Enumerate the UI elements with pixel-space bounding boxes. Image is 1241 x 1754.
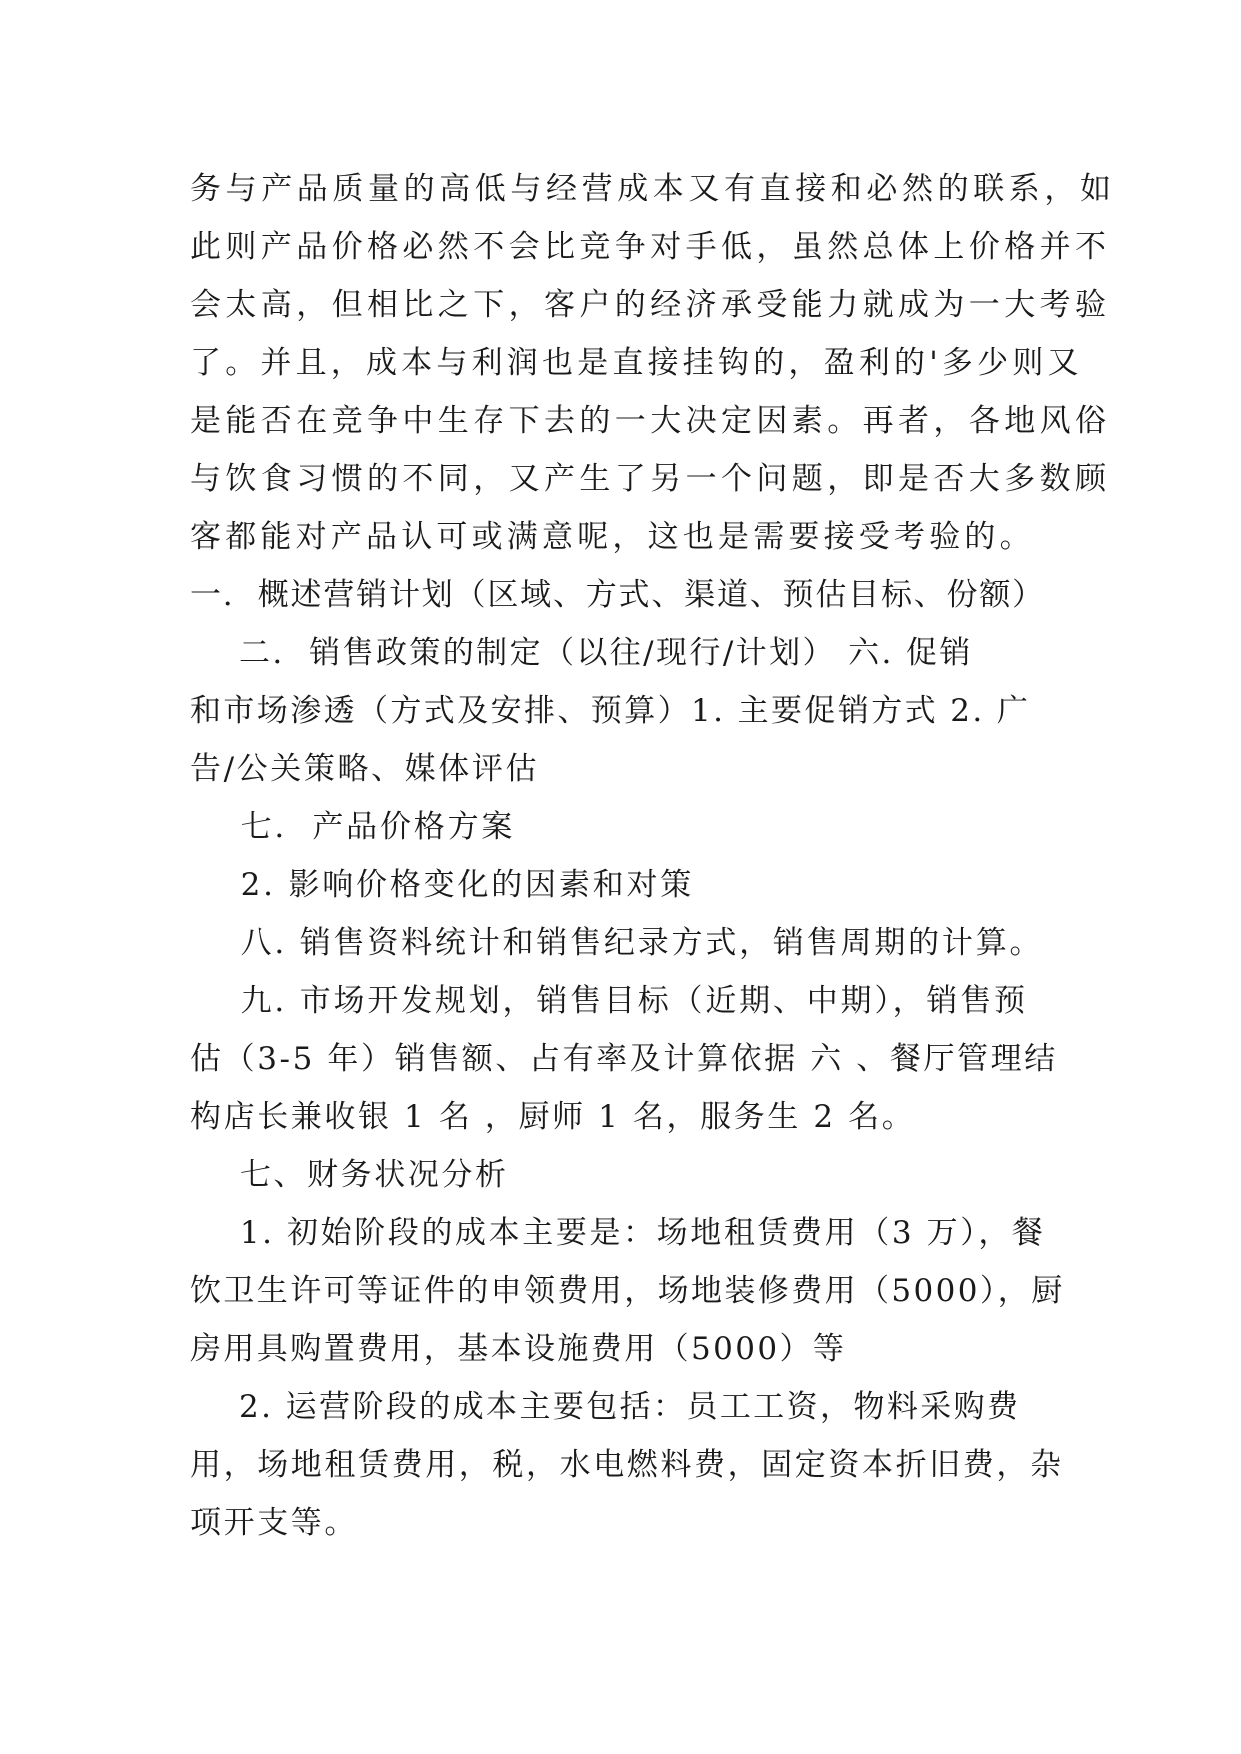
section-heading: 七. 产品价格方案 <box>190 809 516 845</box>
text-line: 此则产品价格必然不会比竞争对手低，虽然总体上价格并不 <box>190 229 1111 265</box>
document-body <box>190 160 1116 1552</box>
text-line: 八. 销售资料统计和销售纪录方式，销售周期的计算。 <box>190 925 1044 961</box>
text-line: 项开支等。 <box>190 1505 358 1541</box>
text-line: 1. 初始阶段的成本主要是：场地租赁费用（3 万），餐 <box>190 1215 1046 1251</box>
text-line: 估（3-5 年）销售额、占有率及计算依据 六 、餐厅管理结 <box>190 1041 1058 1077</box>
text-line: 客都能对产品认可或满意呢，这也是需要接受考验的。 <box>190 519 1035 555</box>
text-line: 务与产品质量的高低与经营成本又有直接和必然的联系，如 <box>190 171 1116 207</box>
text-line: 与饮食习惯的不同，又产生了另一个问题，即是否大多数顾 <box>190 461 1111 497</box>
text-line: 九. 市场开发规划，销售目标（近期、中期），销售预 <box>190 983 1028 1019</box>
text-line: 和市场渗透（方式及安排、预算）1. 主要促销方式 2. 广 <box>190 693 1031 729</box>
text-line: 2. 影响价格变化的因素和对策 <box>190 867 695 903</box>
text-line: 构店长兼收银 1 名 ，厨师 1 名，服务生 2 名。 <box>190 1099 916 1135</box>
section-heading: 一. 概述营销计划（区域、方式、渠道、预估目标、份额） <box>190 577 1045 613</box>
section-heading: 七、财务状况分析 <box>190 1157 509 1193</box>
text-line: 2. 运营阶段的成本主要包括：员工工资，物料采购费 <box>190 1389 1021 1425</box>
text-line: 二. 销售政策的制定（以往/现行/计划） 六. 促销 <box>190 635 973 671</box>
text-line: 房用具购置费用，基本设施费用（5000）等 <box>190 1331 847 1367</box>
text-line: 告/公关策略、媒体评估 <box>190 751 540 787</box>
text-line: 是能否在竞争中生存下去的一大决定因素。再者，各地风俗 <box>190 403 1111 439</box>
text-line: 用，场地租赁费用，税，水电燃料费，固定资本折旧费，杂 <box>190 1447 1064 1483</box>
text-line: 了。并且，成本与利润也是直接挂钩的，盈利的'多少则又 <box>190 345 1083 381</box>
text-line: 会太高，但相比之下，客户的经济承受能力就成为一大考验 <box>190 287 1111 323</box>
text-line: 饮卫生许可等证件的申领费用，场地装修费用（5000），厨 <box>190 1273 1065 1309</box>
